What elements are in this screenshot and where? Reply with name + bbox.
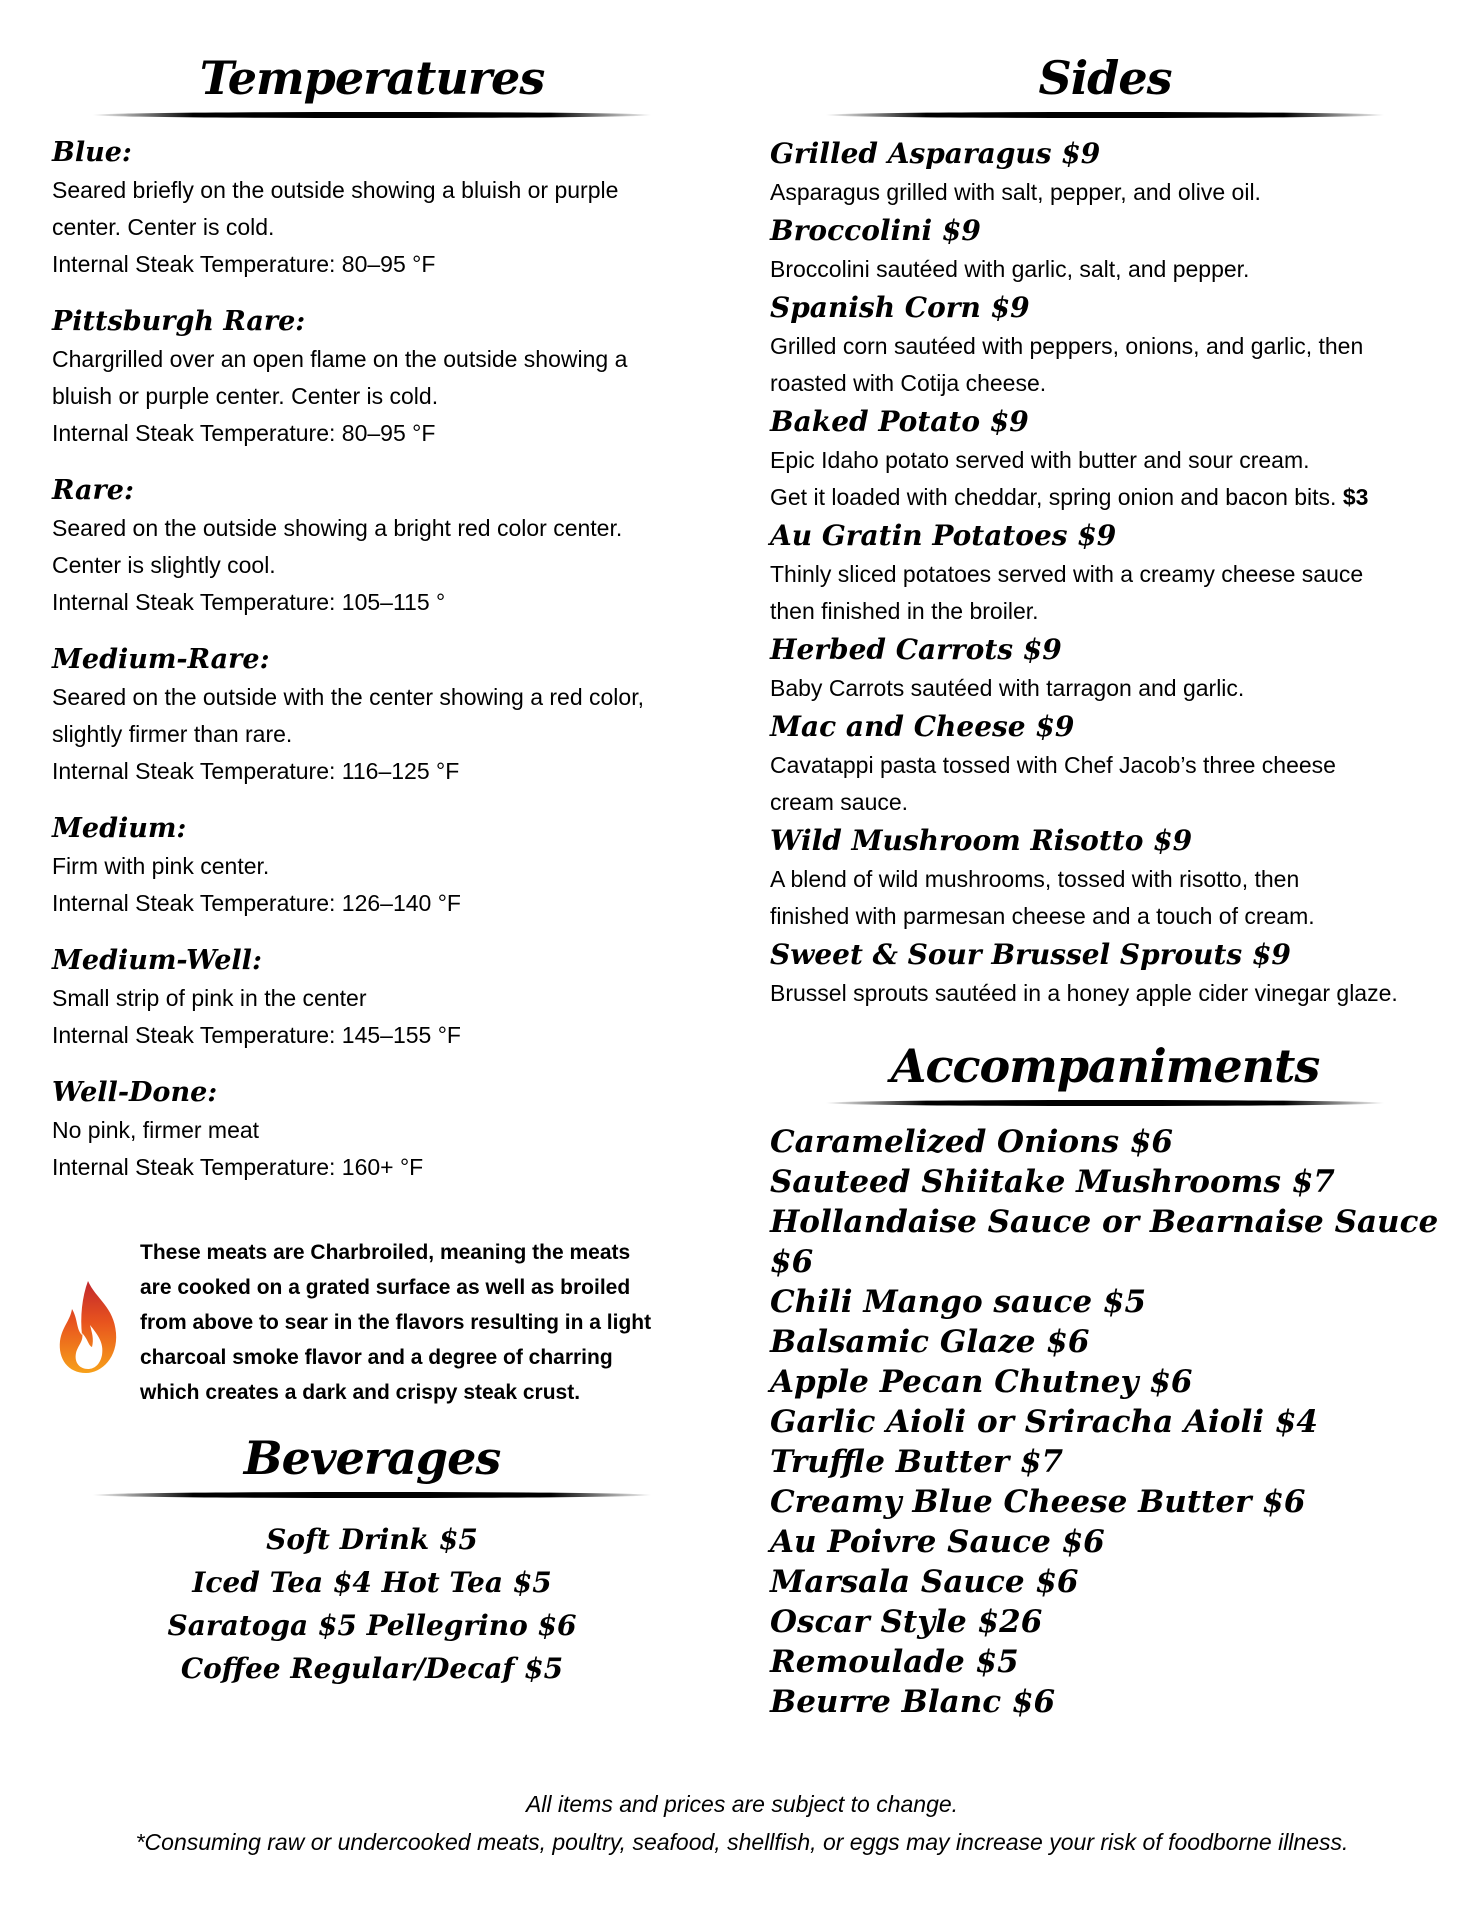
temperature-description: Seared on the outside showing a bright red color center. (52, 515, 623, 541)
temperatures-list (52, 134, 692, 1186)
side-description (770, 898, 1440, 935)
accompaniment-item: Hollandaise Sauce or Bearnaise Sauce $6 (770, 1204, 1439, 1280)
side-name: Au Gratin Potatoes $9 (770, 519, 1117, 552)
temperatures-divider (92, 112, 652, 118)
beverages-list (52, 1518, 692, 1690)
side-item (770, 211, 1440, 288)
temperature-item (52, 1074, 692, 1186)
accompaniment-item: Sauteed Shiitake Mushrooms $7 (770, 1164, 1335, 1200)
side-item (770, 516, 1440, 630)
side-description-text: A blend of wild mushrooms, tossed with risotto, then (770, 866, 1300, 892)
accompaniment-item: Garlic Aioli or Sriracha Aioli $4 (770, 1404, 1318, 1440)
sides-title: Sides (1038, 51, 1172, 105)
side-description (770, 479, 1440, 516)
side-description-text: roasted with Cotija cheese. (770, 370, 1047, 396)
temperature-item (52, 810, 692, 922)
temperature-description: Internal Steak Temperature: 116–125 °F (52, 758, 460, 784)
sides-divider (825, 112, 1385, 118)
accompaniment-item: Chili Mango sauce $5 (770, 1284, 1147, 1320)
accompaniment-item: Apple Pecan Chutney $6 (770, 1364, 1193, 1400)
temperature-item (52, 303, 692, 452)
side-description (770, 365, 1440, 402)
side-name: Sweet & Sour Brussel Sprouts $9 (770, 938, 1291, 971)
accompaniment-item: Au Poivre Sauce $6 (770, 1524, 1105, 1560)
temperature-description: Internal Steak Temperature: 145–155 °F (52, 1022, 461, 1048)
accompaniment-item: Remoulade $5 (770, 1644, 1019, 1680)
accompaniment-item: Truffle Butter $7 (770, 1444, 1064, 1480)
charbroil-note (52, 1235, 712, 1425)
temperature-name: Medium-Well: (52, 945, 262, 976)
side-item (770, 707, 1440, 821)
side-name: Herbed Carrots $9 (770, 633, 1062, 666)
side-description (770, 975, 1440, 1012)
temperature-name: Medium: (52, 813, 187, 844)
side-description (770, 251, 1440, 288)
accompaniment-item: Beurre Blanc $6 (770, 1684, 1056, 1720)
side-description-text: finished with parmesan cheese and a touch of cream. (770, 903, 1315, 929)
side-description-text: Epic Idaho potato served with butter and sour cream. (770, 447, 1310, 473)
side-description-text: Grilled corn sautéed with peppers, onions, and garlic, then (770, 333, 1364, 359)
side-description-text: Cavatappi pasta tossed with Chef Jacob’s three cheese (770, 752, 1336, 778)
temperature-name: Well-Done: (52, 1077, 218, 1108)
temperatures-section (52, 50, 692, 1206)
beverage-line: Iced Tea $4 Hot Tea $5 (192, 1566, 552, 1599)
charbroil-note-line: from above to sear in the flavors resulting in a light (140, 1311, 652, 1334)
side-item (770, 935, 1440, 1012)
accompaniments-list (770, 1122, 1440, 1722)
side-item (770, 288, 1440, 402)
side-item (770, 134, 1440, 211)
side-description (770, 747, 1440, 784)
temperature-description: Chargrilled over an open flame on the outside showing a (52, 346, 628, 372)
side-name: Baked Potato $9 (770, 405, 1029, 438)
temperature-name: Medium-Rare: (52, 644, 270, 675)
accompaniment-item: Caramelized Onions $6 (770, 1124, 1173, 1160)
beverages-title: Beverages (243, 1431, 501, 1485)
beverages-divider (92, 1492, 652, 1498)
temperature-description: Small strip of pink in the center (52, 985, 367, 1011)
temperature-description: Internal Steak Temperature: 105–115 ° (52, 589, 446, 615)
charbroil-note-line: which creates a dark and crispy steak crust. (140, 1381, 581, 1404)
charbroil-note-line: are cooked on a grated surface as well as broiled (140, 1276, 631, 1299)
temperatures-title: Temperatures (199, 51, 545, 105)
side-description-text: then finished in the broiler. (770, 598, 1039, 624)
side-description (770, 861, 1440, 898)
side-description (770, 670, 1440, 707)
side-description (770, 556, 1440, 593)
accompaniments-divider (825, 1100, 1385, 1106)
side-description (770, 442, 1440, 479)
beverage-line: Soft Drink $5 (266, 1523, 478, 1556)
temperature-name: Blue: (52, 137, 132, 168)
temperature-description: Seared on the outside with the center showing a red color, (52, 684, 644, 710)
accompaniment-item: Oscar Style $26 (770, 1604, 1043, 1640)
side-name: Grilled Asparagus $9 (770, 137, 1101, 170)
beverage-line: Coffee Regular/Decaf $5 (180, 1652, 564, 1685)
side-description-text: Baby Carrots sautéed with tarragon and garlic. (770, 675, 1245, 701)
side-description (770, 593, 1440, 630)
temperature-description: Internal Steak Temperature: 126–140 °F (52, 890, 461, 916)
side-description-text: Brussel sprouts sautéed in a honey apple cider vinegar glaze. (770, 980, 1398, 1006)
temperature-description: slightly firmer than rare. (52, 721, 293, 747)
footer-price-notice: All items and prices are subject to change. (525, 1791, 959, 1817)
temperature-description: Center is slightly cool. (52, 552, 276, 578)
footer (0, 1785, 1484, 1861)
side-description-text: Asparagus grilled with salt, pepper, and olive oil. (770, 179, 1261, 205)
temperature-description: Internal Steak Temperature: 80–95 °F (52, 251, 436, 277)
temperature-description: No pink, firmer meat (52, 1117, 260, 1143)
accompaniment-item: Marsala Sauce $6 (770, 1564, 1079, 1600)
temperature-description: bluish or purple center. Center is cold. (52, 383, 439, 409)
charbroil-note-line: charcoal smoke flavor and a degree of charring (140, 1346, 613, 1369)
temperature-item (52, 472, 692, 621)
side-name: Mac and Cheese $9 (770, 710, 1075, 743)
side-description-text: Broccolini sautéed with garlic, salt, and pepper. (770, 256, 1250, 282)
temperature-description: Seared briefly on the outside showing a bluish or purple (52, 177, 619, 203)
sides-column (770, 50, 1440, 1722)
temperature-item (52, 641, 692, 790)
charbroil-note-text (140, 1235, 710, 1410)
side-description (770, 784, 1440, 821)
side-name: Broccolini $9 (770, 214, 981, 247)
side-description-text: cream sauce. (770, 789, 909, 815)
temperature-item (52, 134, 692, 283)
footer-health-warning: *Consuming raw or undercooked meats, poultry, seafood, shellfish, or eggs may increase your risk of foodborne illness. (135, 1829, 1349, 1855)
accompaniments-title: Accompaniments (890, 1039, 1320, 1093)
temperature-description: Internal Steak Temperature: 80–95 °F (52, 420, 436, 446)
charbroil-note-line: These meats are Charbroiled, meaning the meats (140, 1241, 631, 1264)
side-description (770, 174, 1440, 211)
side-item (770, 630, 1440, 707)
temperature-item (52, 942, 692, 1054)
accompaniment-item: Creamy Blue Cheese Butter $6 (770, 1484, 1306, 1520)
side-description-text: Get it loaded with cheddar, spring onion and bacon bits. (770, 484, 1337, 510)
beverages-section (52, 1430, 692, 1690)
temperature-name: Pittsburgh Rare: (52, 306, 306, 337)
temperature-name: Rare: (52, 475, 134, 506)
side-name: Wild Mushroom Risotto $9 (770, 824, 1193, 857)
beverage-line: Saratoga $5 Pellegrino $6 (167, 1609, 577, 1642)
temperature-description: Firm with pink center. (52, 853, 270, 879)
accompaniment-item: Balsamic Glaze $6 (770, 1324, 1090, 1360)
temperature-description: Internal Steak Temperature: 160+ °F (52, 1154, 424, 1180)
side-item (770, 821, 1440, 935)
side-item (770, 402, 1440, 516)
flame-icon (52, 1277, 126, 1377)
side-description (770, 328, 1440, 365)
side-extra-price: $3 (1342, 484, 1369, 510)
temperature-description: center. Center is cold. (52, 214, 275, 240)
side-description-text: Thinly sliced potatoes served with a creamy cheese sauce (770, 561, 1364, 587)
sides-list (770, 134, 1440, 1012)
side-name: Spanish Corn $9 (770, 291, 1030, 324)
